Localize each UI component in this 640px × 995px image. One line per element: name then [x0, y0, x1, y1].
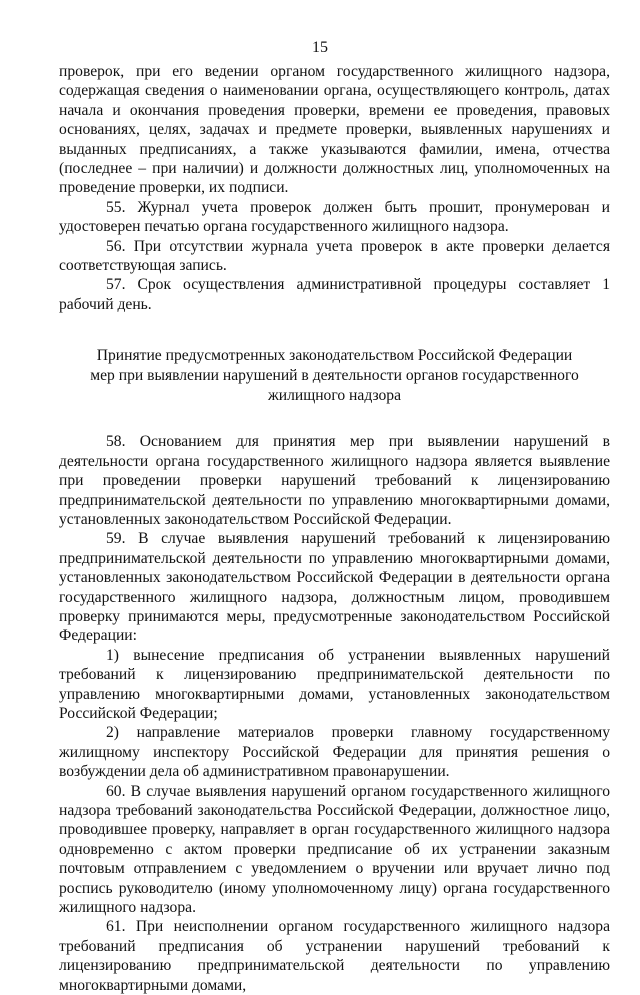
paragraph-59-item-1: 1) вынесение предписания об устранении выявленных нарушений требований к лицензированию предпринимательской деятельности по управлению многоквартирными домами, установленных законодательством Российской Федерации; [59, 646, 610, 722]
section-heading [59, 346, 610, 406]
paragraph-59-item-2: 2) направление материалов проверки главному государственному жилищному инспектору Российской Федерации для принятия решения о возбуждении дела об административном правонарушении. [59, 724, 610, 781]
page-number: 15 [312, 39, 328, 56]
paragraph-61: 61. При неисполнении органом государственного жилищного надзора требований предписания об устранении нарушений требований к лицензированию предпринимательской деятельности по управлению многоквартирными домами, [59, 918, 610, 994]
section-heading-line-2: мер при выявлении нарушений в деятельности органов государственного [90, 367, 579, 385]
document-body [59, 62, 610, 995]
paragraph-54-continuation: проверок, при его ведении органом государственного жилищного надзора, содержащая сведения о наименовании органа, осуществляющего контроль, датах начала и окончания проведения проверки, времени ее проведения, правовых основаниях, целях, задачах и предмете проверки, выявленных нарушениях и выданных предписаниях, а также указываются фамилии, имена, отчества (последнее – при наличии) и должности должностных лиц, уполномоченных на проведение проверки, их подписи. [59, 63, 610, 197]
section-heading-line-1: Принятие предусмотренных законодательством Российской Федерации [96, 347, 573, 365]
paragraph-56: 56. При отсутствии журнала учета проверок в акте проверки делается соответствующая запись. [59, 237, 610, 275]
paragraph-60: 60. В случае выявления нарушений органом государственного жилищного надзора требований законодательства Российской Федерации, должностное лицо, проводившее проверку, направляет в орган государственного жилищного надзора одновременно с актом проверки предписание об их устранении заказным почтовым отправлением с уведомлением о вручении или вручает лично под роспись руководителю (иному уполномоченному лицу) органа государственного жилищного надзора. [59, 782, 610, 917]
paragraph-57: 57. Срок осуществления административной процедуры составляет 1 рабочий день. [59, 276, 610, 313]
section-heading-line-3: жилищного надзора [267, 387, 402, 405]
paragraph-59: 59. В случае выявления нарушений требований к лицензированию предпринимательской деятельности по управлению многоквартирными домами, установленных законодательством Российской Федерации в деятельности органа государственного жилищного надзора, должностным лицом, проводившем проверку принимаются меры, предусмотренные законодательством Российской Федерации: [59, 530, 610, 645]
paragraph-58: 58. Основанием для принятия мер при выявлении нарушений в деятельности органа государственного жилищного надзора является выявление при проведении проверки нарушений требований к лицензированию предпринимательской деятельности по управлению многоквартирными домами, установленных законодательством Российской Федерации. [59, 433, 610, 528]
paragraph-55: 55. Журнал учета проверок должен быть прошит, пронумерован и удостоверен печатью органа государственного жилищного надзора. [59, 198, 610, 236]
